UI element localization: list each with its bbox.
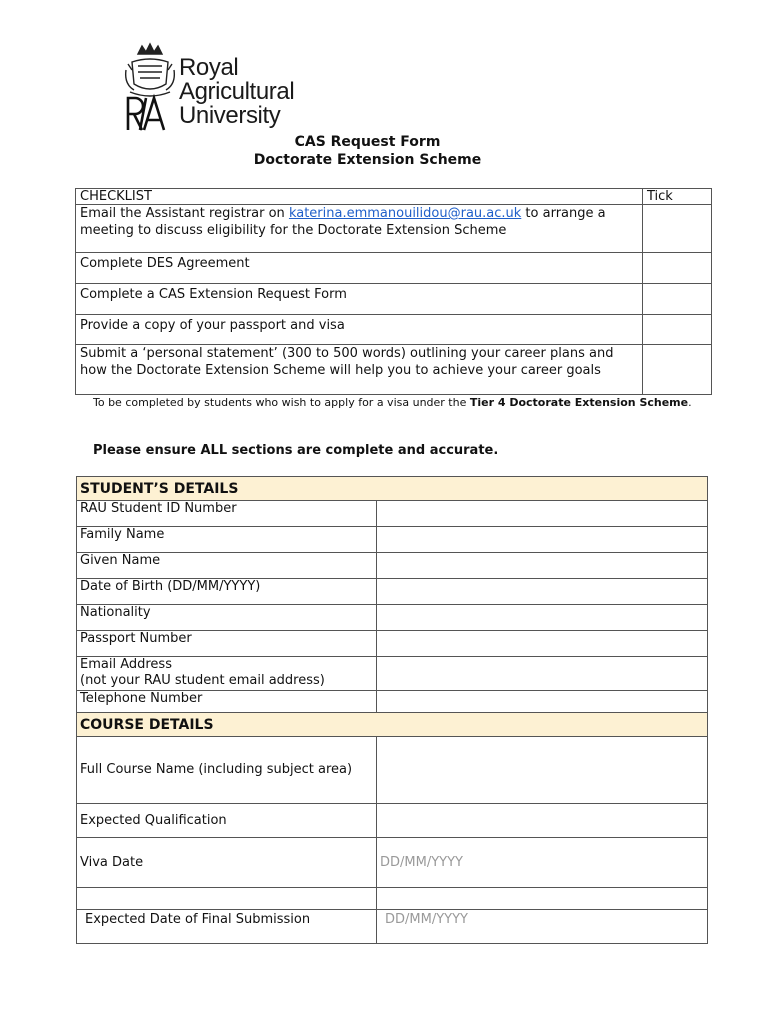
crest-icon [124, 40, 176, 132]
label-email-line2: (not your RAU student email address) [80, 673, 325, 688]
tick-header: Tick [643, 189, 712, 205]
course-details-heading: COURSE DETAILS [77, 713, 708, 737]
label-email-line1: Email Address [80, 657, 172, 672]
tick-cell-cas-form[interactable] [643, 284, 712, 315]
checklist-item-des-agreement: Complete DES Agreement [76, 253, 643, 284]
tick-cell-passport[interactable] [643, 315, 712, 345]
tick-cell-statement[interactable] [643, 345, 712, 395]
registrar-email-link[interactable]: katerina.emmanouilidou@rau.ac.uk [288, 206, 522, 221]
form-title: CAS Request Form [294, 134, 441, 150]
input-family-name[interactable] [377, 527, 708, 553]
students-details-heading: STUDENT’S DETAILS [77, 477, 708, 501]
blank-row-label [77, 888, 377, 910]
label-given-name: Given Name [77, 553, 377, 579]
label-nationality: Nationality [77, 605, 377, 631]
checklist-item-passport: Provide a copy of your passport and visa [76, 315, 643, 345]
tick-cell-email[interactable] [643, 205, 712, 253]
label-family-name: Family Name [77, 527, 377, 553]
checklist-table [75, 188, 712, 395]
input-qualification[interactable] [377, 804, 708, 838]
logo-line-agricultural: Agricultural [179, 78, 295, 105]
ensure-complete-notice: Please ensure ALL sections are complete and accurate. [93, 443, 499, 458]
visa-note-text: To be completed by students who wish to apply for a visa under the [93, 396, 470, 409]
visa-note-end: . [688, 396, 692, 409]
label-email-address [77, 657, 377, 691]
input-given-name[interactable] [377, 553, 708, 579]
checklist-item-email-text: Email the Assistant registrar on [80, 206, 289, 221]
input-passport-number[interactable] [377, 631, 708, 657]
visa-note [93, 396, 693, 410]
label-qualification: Expected Qualification [77, 804, 377, 838]
label-course-name: Full Course Name (including subject area) [77, 737, 377, 804]
input-student-id[interactable] [377, 501, 708, 527]
label-telephone: Telephone Number [77, 691, 377, 713]
checklist-item-statement: Submit a ‘personal statement’ (300 to 500 words) outlining your career plans and how the Doctorate Extension Scheme will help you to achieve your career goals [76, 345, 643, 395]
visa-note-scheme: Tier 4 Doctorate Extension Scheme [469, 396, 689, 409]
label-passport-number: Passport Number [77, 631, 377, 657]
blank-row-input[interactable] [377, 888, 708, 910]
logo-line-royal: Royal [179, 54, 239, 81]
details-table [76, 476, 708, 944]
input-email-address[interactable] [377, 657, 708, 691]
label-viva-date: Viva Date [77, 838, 377, 888]
form-subtitle: Doctorate Extension Scheme [253, 152, 482, 168]
label-final-submission: Expected Date of Final Submission [77, 910, 377, 944]
checklist-item-email [76, 205, 643, 253]
input-date-of-birth[interactable] [377, 579, 708, 605]
logo-line-university: University [179, 102, 281, 129]
label-student-id: RAU Student ID Number [77, 501, 377, 527]
input-telephone[interactable] [377, 691, 708, 713]
input-viva-date[interactable]: DD/MM/YYYY [377, 838, 708, 888]
checklist-item-email-rest: to arrange a meeting to discuss eligibility for the Doctorate Extension Scheme [80, 206, 606, 238]
input-nationality[interactable] [377, 605, 708, 631]
checklist-header: CHECKLIST [76, 189, 643, 205]
input-final-submission[interactable]: DD/MM/YYYY [377, 910, 708, 944]
label-date-of-birth: Date of Birth (DD/MM/YYYY) [77, 579, 377, 605]
checklist-item-cas-form: Complete a CAS Extension Request Form [76, 284, 643, 315]
input-course-name[interactable] [377, 737, 708, 804]
tick-cell-des-agreement[interactable] [643, 253, 712, 284]
rau-logo [124, 40, 324, 135]
